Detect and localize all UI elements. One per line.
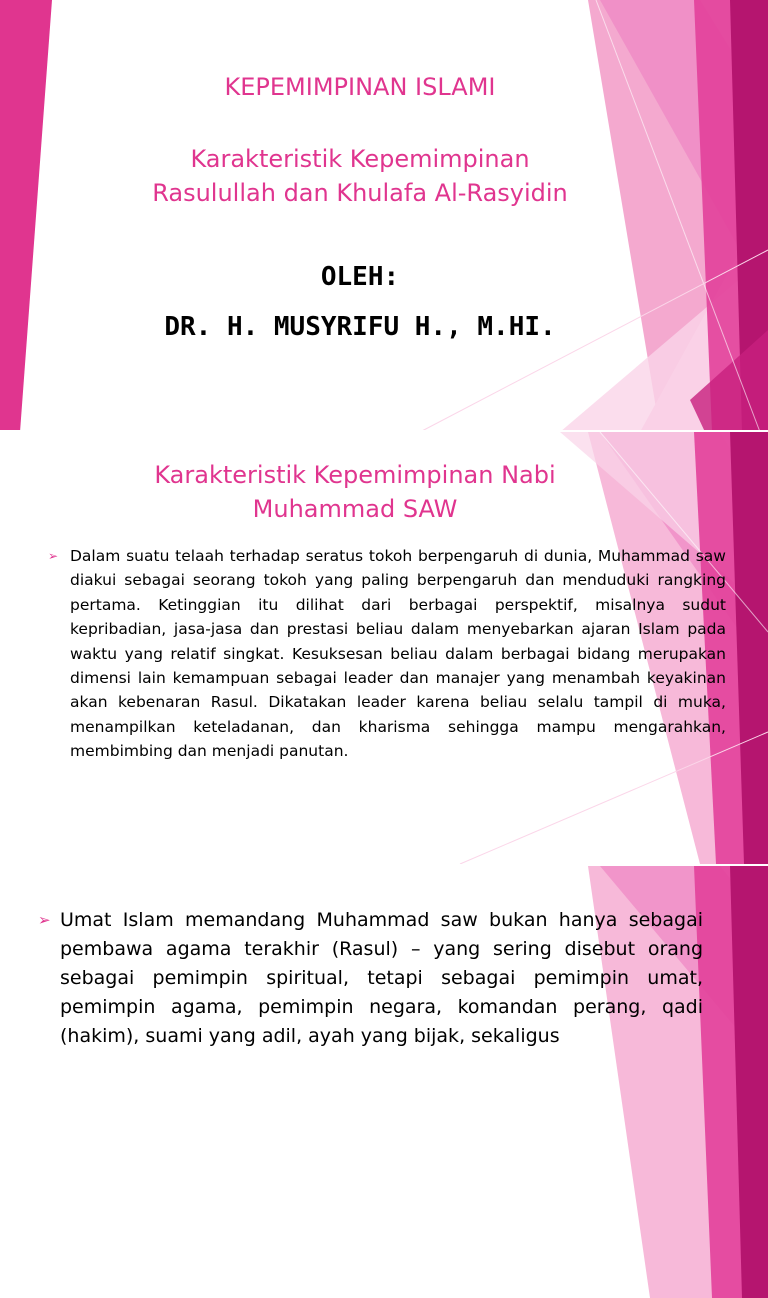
slide-title: [80, 458, 630, 526]
subtitle-line-2: Rasulullah dan Khulafa Al-Rasyidin: [152, 179, 568, 207]
author-label: OLEH:: [320, 262, 400, 292]
bullet-text: Dalam suatu telaah terhadap seratus tokoh berpengaruh di dunia, Muhammad saw diakui sebagai seorang tokoh yang paling berpengaruh dan menduduki rangking pertama. Ketinggian itu dilihat dari berbagai perspektif, misalnya sudut kepribadian, jasa-jasa dan prestasi beliau dalam menyebarkan ajaran Islam pada waktu yang relatif singkat. Kesuksesan beliau dalam berbagai bidang merupakan dimensi lain kemampuan sebagai leader dan manajer yang menambah keyakinan akan kebenaran Rasul. Dikatakan leader karena beliau selalu tampil di muka, menampilkan keteladanan, dan kharisma sehingga mampu mengarahkan, membimbing dan menjadi panutan.: [70, 547, 726, 761]
slide-title-line-2: Muhammad SAW: [252, 495, 458, 523]
arrow-right-icon: ➢: [48, 549, 59, 563]
author-name: DR. H. MUSYRIFU H., M.HI.: [164, 312, 556, 342]
title-slide: [0, 0, 768, 432]
arrow-right-icon: ➢: [38, 911, 51, 929]
content-slide-2: [0, 866, 768, 1047]
content-slide-1: [0, 432, 768, 864]
slide-title-line-1: Karakteristik Kepemimpinan Nabi: [154, 461, 556, 489]
deck-subtitle: [60, 142, 660, 210]
subtitle-line-1: Karakteristik Kepemimpinan: [190, 145, 530, 173]
bullet-point: [48, 544, 728, 764]
slide-right-decoration: [0, 0, 768, 432]
bullet-point: [38, 906, 718, 1051]
deck-title: KEPEMIMPINAN ISLAMI: [224, 73, 496, 101]
bullet-text: Umat Islam memandang Muhammad saw bukan hanya sebagai pembawa agama terakhir (Rasul) – yang sering disebut orang sebagai pemimpin spiritual, tetapi sebagai pemimpin umat, pemimpin agama, pemimpin negara, komandan perang, qadi (hakim), suami yang adil, ayah yang bijak, sekaligus: [60, 909, 703, 1047]
